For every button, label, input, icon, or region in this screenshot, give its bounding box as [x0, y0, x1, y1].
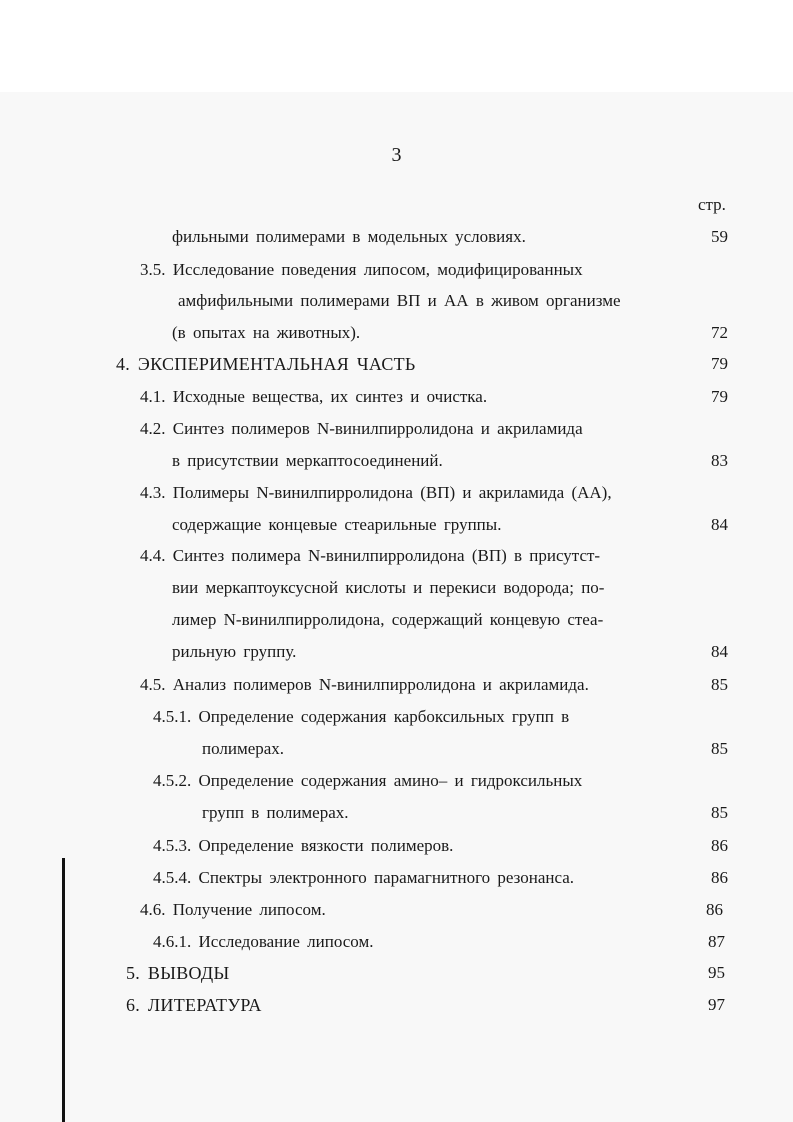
toc-line: полимерах. — [202, 739, 285, 758]
toc-page-number: 97 — [708, 995, 725, 1014]
toc-entry-3-5: 3.5. Исследование поведения липосом, модифицированных — [140, 260, 583, 279]
toc-line: в присутствии меркаптосоединений. — [172, 451, 443, 470]
toc-page-number: 86 — [711, 836, 728, 855]
toc-page-number: 83 — [711, 451, 728, 470]
toc-page-number: 84 — [711, 642, 728, 661]
toc-entry-4-5-1: 4.5.1. Определение содержания карбоксильных групп в — [153, 707, 570, 726]
toc-page-number: 95 — [708, 963, 725, 982]
toc-entry-4-2: 4.2. Синтез полимеров N-винилпирролидона и акриламида — [140, 419, 583, 438]
toc-entry-5: 5. ВЫВОДЫ — [126, 963, 230, 983]
page-number: 3 — [391, 144, 402, 166]
toc-line: вии меркаптоуксусной кислоты и перекиси водорода; по- — [172, 578, 605, 597]
toc-page-number: 86 — [711, 868, 728, 887]
toc-page-number: 72 — [711, 323, 728, 342]
toc-line: фильными полимерами в модельных условиях. — [172, 227, 526, 246]
toc-page-number: 59 — [711, 227, 728, 246]
toc-page-number: 85 — [711, 739, 728, 758]
page-column-header: стр. — [698, 195, 726, 214]
toc-entry-4: 4. ЭКСПЕРИМЕНТАЛЬНАЯ ЧАСТЬ — [116, 354, 416, 374]
toc-page-number: 84 — [711, 515, 728, 534]
toc-entry-4-5-3: 4.5.3. Определение вязкости полимеров. — [153, 836, 454, 855]
toc-line: содержащие концевые стеарильные группы. — [172, 515, 502, 534]
toc-entry-4-5-2: 4.5.2. Определение содержания амино– и гидроксильных — [153, 771, 583, 790]
toc-entry-4-5-4: 4.5.4. Спектры электронного парамагнитного резонанса. — [153, 868, 575, 887]
toc-page-number: 79 — [711, 387, 728, 406]
toc-entry-4-4: 4.4. Синтез полимера N-винилпирролидона (ВП) в присутст- — [140, 546, 601, 565]
toc-page-number: 87 — [708, 932, 725, 951]
toc-page-number: 85 — [711, 675, 728, 694]
scan-top-margin — [0, 0, 793, 92]
toc-entry-4-3: 4.3. Полимеры N-винилпирролидона (ВП) и акриламида (АА), — [140, 483, 612, 502]
toc-page-number: 85 — [711, 803, 728, 822]
toc-entry-4-6: 4.6. Получение липосом. — [140, 900, 326, 919]
toc-line: (в опытах на животных). — [172, 323, 361, 342]
toc-page-number: 79 — [711, 354, 728, 373]
binding-edge-line — [62, 858, 65, 1122]
toc-line: рильную группу. — [172, 642, 297, 661]
toc-line: амфифильными полимерами ВП и АА в живом организме — [178, 291, 621, 310]
toc-entry-4-6-1: 4.6.1. Исследование липосом. — [153, 932, 374, 951]
toc-entry-4-5: 4.5. Анализ полимеров N-винилпирролидона и акриламида. — [140, 675, 589, 694]
toc-line: групп в полимерах. — [202, 803, 349, 822]
toc-entry-4-1: 4.1. Исходные вещества, их синтез и очистка. — [140, 387, 488, 406]
toc-page-number: 86 — [706, 900, 723, 919]
toc-entry-6: 6. ЛИТЕРАТУРА — [126, 995, 262, 1015]
toc-line: лимер N-винилпирролидона, содержащий концевую стеа- — [172, 610, 604, 629]
